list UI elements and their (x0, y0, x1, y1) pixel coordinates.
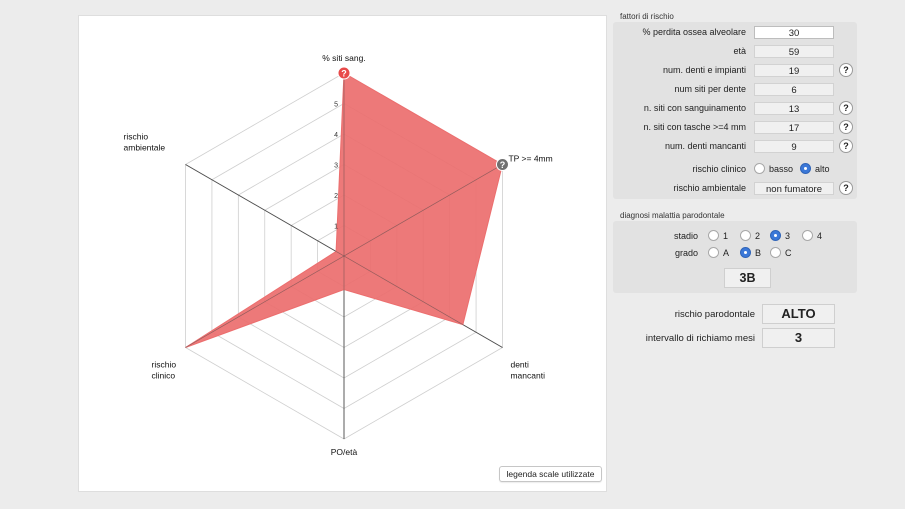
risk-factor-value: 59 (754, 45, 834, 58)
diagnosis-result: 3B (724, 268, 771, 288)
stage-option-label: 1 (723, 231, 729, 241)
grade-radio-b[interactable] (740, 247, 751, 258)
grade-radio-c[interactable] (770, 247, 781, 258)
stage-option-label: 2 (755, 231, 761, 241)
stage-radio-1[interactable] (708, 230, 719, 241)
radar-tick-label: 3 (334, 162, 338, 170)
radar-chart-panel (78, 15, 607, 492)
radar-axis-label (331, 447, 358, 457)
radar-chart (79, 16, 608, 493)
radar-axis-label-line: ambientale (123, 142, 166, 153)
risk-factor-value: 19 (754, 64, 834, 77)
radar-axis-label-line: TP >= 4mm (508, 153, 553, 164)
help-icon[interactable]: ? (839, 139, 853, 153)
stage-radio-3[interactable] (770, 230, 781, 241)
help-icon[interactable]: ? (839, 101, 853, 115)
radar-axis-label-line: rischio (123, 131, 149, 142)
radar-axis-label-line: clinico (151, 370, 176, 381)
risk-factor-value: 6 (754, 83, 834, 96)
grade-radio-a[interactable] (708, 247, 719, 258)
grade-option-label: C (785, 248, 792, 258)
radar-axis-label (152, 360, 177, 381)
clinical-risk-radio-alto[interactable] (800, 163, 811, 174)
help-icon[interactable]: ? (839, 120, 853, 134)
clinical-risk-option-label: alto (815, 164, 830, 174)
diagnosis-title: diagnosi malattia parodontale (620, 211, 725, 220)
risk-factor-value: 17 (754, 121, 834, 134)
risk-factor-label: % perdita ossea alveolare (642, 27, 746, 37)
stage-label: stadio (673, 231, 698, 241)
radar-tick-label: 4 (334, 132, 338, 139)
risk-factor-label: num. denti mancanti (664, 141, 746, 151)
radar-axis-label-line: % siti sang. (322, 53, 366, 63)
grade-option-label: A (723, 248, 730, 258)
radar-tick-label: 5 (334, 101, 338, 109)
risk-factor-value: 9 (754, 140, 834, 153)
risk-factor-label: num. denti e impianti (662, 65, 746, 75)
environmental-risk-label: rischio ambientale (673, 183, 746, 193)
radar-axis-label-line: mancanti (510, 370, 545, 381)
bone-loss-input[interactable]: 30 (754, 26, 834, 39)
risk-factor-label: età (733, 46, 746, 56)
radar-axis-label (510, 360, 545, 381)
risk-factor-label: n. siti con tasche >=4 mm (643, 122, 746, 132)
stage-radio-2[interactable] (740, 230, 751, 241)
stage-option-label: 3 (785, 231, 791, 241)
radar-tick-label: 2 (334, 193, 338, 200)
clinical-risk-option-label: basso (769, 164, 794, 174)
help-icon[interactable]: ? (839, 181, 853, 195)
risk-factor-value: 13 (754, 102, 834, 115)
recall-interval-value: 3 (762, 328, 835, 348)
radar-axis-label (124, 132, 166, 153)
radar-axis-label-line: rischio (151, 359, 177, 370)
grade-label: grado (674, 248, 698, 258)
stage-radio-4[interactable] (802, 230, 813, 241)
grade-option-label: B (755, 248, 762, 258)
risk-factor-label: n. siti con sanguinamento (643, 103, 746, 113)
scale-legend-button[interactable]: legenda scale utilizzate (499, 466, 602, 482)
radar-help-marker-symbol: ? (499, 160, 506, 170)
risk-factors-title: fattori di rischio (620, 12, 674, 21)
radar-axis-label (322, 53, 365, 63)
stage-option-label: 4 (817, 231, 823, 241)
recall-interval-label: intervallo di richiamo mesi (645, 333, 755, 344)
periodontal-risk-value: ALTO (762, 304, 835, 324)
periodontal-risk-label: rischio parodontale (674, 309, 755, 320)
risk-factor-label: num siti per dente (674, 84, 746, 94)
environmental-risk-value[interactable]: non fumatore (754, 182, 834, 195)
radar-tick-label: 1 (334, 223, 338, 231)
clinical-risk-label: rischio clinico (692, 164, 746, 174)
radar-axis-label (508, 154, 552, 164)
clinical-risk-radio-basso[interactable] (754, 163, 765, 174)
help-icon[interactable]: ? (839, 63, 853, 77)
radar-axis-label-line: PO/età (330, 447, 358, 457)
radar-help-marker-symbol: ? (341, 68, 347, 79)
radar-axis-label-line: denti (510, 359, 529, 370)
